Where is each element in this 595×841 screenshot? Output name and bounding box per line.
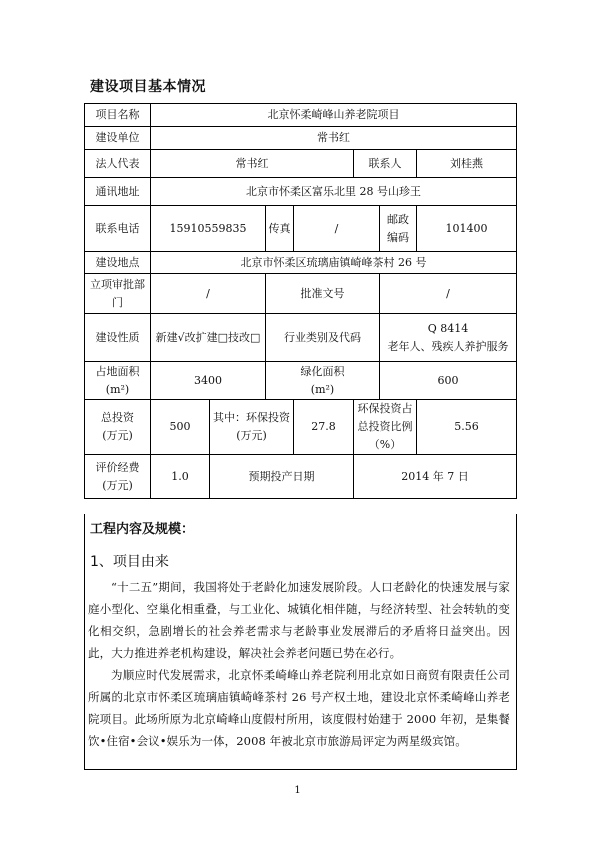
phone-value: 15910559835	[151, 206, 266, 252]
nature-label: 建设性质	[85, 314, 151, 362]
fax-label: 传真	[266, 206, 294, 252]
start-date-label: 预期投产日期	[210, 455, 354, 499]
env-ratio-label: 环保投资占总投资比例（%）	[354, 400, 417, 455]
contact-label: 联系人	[354, 150, 417, 178]
green-value: 600	[380, 362, 517, 400]
eval-fee-label-unit: (万元)	[102, 478, 133, 492]
industry-value	[380, 314, 517, 362]
eval-fee-label-text: 评价经费	[95, 460, 140, 474]
project-name-label: 项目名称	[85, 104, 151, 127]
page-number: 1	[294, 785, 301, 796]
nature-value: 新建√改扩建□技改□	[151, 314, 266, 362]
section-title: 工程内容及规模：	[90, 522, 195, 537]
site-label: 建设地点	[85, 252, 151, 274]
green-label	[266, 362, 380, 400]
postcode-value: 101400	[417, 206, 517, 252]
area-value: 3400	[151, 362, 266, 400]
industry-name: 老年人、残疾人养护服务	[387, 339, 509, 353]
site-value: 北京市怀柔区琉璃庙镇崎峰茶村 26 号	[151, 252, 517, 274]
invest-label	[85, 400, 151, 455]
postcode-label: 邮政编码	[380, 206, 417, 252]
green-label-text: 绿化面积	[300, 364, 345, 378]
unit-label: 建设单位	[85, 127, 151, 150]
approval-dept-value: /	[151, 274, 266, 314]
area-label	[85, 362, 151, 400]
phone-label: 联系电话	[85, 206, 151, 252]
contact-value: 刘桂燕	[417, 150, 517, 178]
unit-value: 常书红	[151, 127, 517, 150]
legal-rep-value: 常书红	[151, 150, 354, 178]
paragraph-2: 为顺应时代发展需求，北京怀柔崎峰山养老院利用北京如日商贸有限责任公司所属的北京市怀柔区琉璃庙镇崎峰茶村 26 号产权土地，建设北京怀柔崎峰山养老院项目。此场所原为北京崎峰山度假村所用，该度假村始建于 2000 年初，是集餐饮•住宿•会议•娱乐为一体，2008 年被北京市旅游局评定为两星级宾馆。	[88, 668, 510, 748]
env-ratio-value: 5.56	[417, 400, 517, 455]
fax-value: /	[294, 206, 380, 252]
invest-label-text: 总投资	[101, 411, 134, 424]
approval-dept-label: 立项审批部门	[85, 274, 151, 314]
approval-no-value: /	[380, 274, 517, 314]
env-invest-label: 其中：环保投资(万元)	[210, 400, 294, 455]
industry-code: Q 8414	[427, 321, 469, 335]
area-label-unit: (m²)	[105, 382, 130, 396]
area-label-text: 占地面积	[95, 364, 140, 378]
project-info-table	[84, 103, 517, 499]
env-invest-value: 27.8	[294, 400, 354, 455]
address-label: 通讯地址	[85, 178, 151, 206]
invest-label-unit: (万元)	[102, 429, 133, 442]
paragraph-1: “十二五”期间，我国将处于老龄化加速发展阶段。人口老龄化的快速发展与家庭小型化、空巢化相重叠，与工业化、城镇化相伴随，与经济转型、社会转轨的变化相交织，急剧增长的社会养老需求与老龄事业发展滞后的矛盾将日益突出。因此，大力推进养老机构建设，解决社会养老问题已势在必行。	[88, 580, 510, 660]
subsection-title: 1、项目由来	[90, 554, 169, 570]
eval-fee-value: 1.0	[151, 455, 210, 499]
address-value: 北京市怀柔区富乐北里 28 号山珍王	[151, 178, 517, 206]
start-date-value: 2014 年 7 日	[354, 455, 517, 499]
green-label-unit: (m²)	[310, 382, 335, 396]
invest-value: 500	[151, 400, 210, 455]
eval-fee-label	[85, 455, 151, 499]
page-heading: 建设项目基本情况	[90, 79, 206, 95]
approval-no-label: 批准文号	[266, 274, 380, 314]
project-name-value: 北京怀柔崎峰山养老院项目	[151, 104, 517, 127]
legal-rep-label: 法人代表	[85, 150, 151, 178]
industry-label: 行业类别及代码	[266, 314, 380, 362]
